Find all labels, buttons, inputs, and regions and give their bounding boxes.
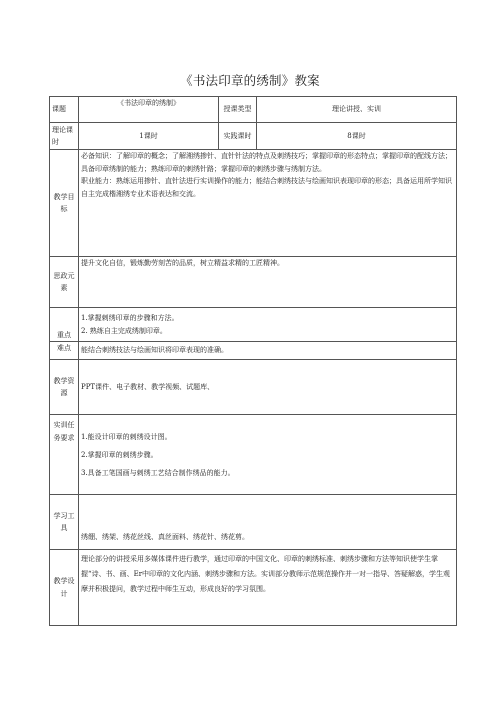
row-key-points xyxy=(50,308,457,342)
row-resources xyxy=(50,360,457,415)
key-point-item: 2. 熟练自主完成绣制印章。 xyxy=(81,326,167,335)
course-name: 《书法印章的绣制》 xyxy=(79,97,219,123)
resources-value: PPT课件、电子教材、教学视频、试题库、 xyxy=(79,360,457,415)
design-value: 理论部分的讲授采用多媒体课件进行教学，通过印章的中国文化、印章的刺绣标准、刺绣步骤和方法等知识使学生掌握“诗、书、画、Er中印章的文化内涵、刺绣步骤和方法。实训部分教师示范规范操作并一对一指导、答疑解惑，学生观摩并积极提问，教学过程中师生互动，形成良好的学习氛围。 xyxy=(79,550,457,626)
tools-value: 绣绷、绣架、绣花丝线、真丝面料、绣花针、绣花剪。 xyxy=(79,495,457,550)
task-item: 3.具备工笔国画与刺绣工艺结合制作绣品的能力。 xyxy=(81,468,235,477)
ideology-value: 提升文化自信，锻炼勤劳刻苦的品质，树立精益求精的工匠精神。 xyxy=(79,257,457,308)
key-points-content xyxy=(79,308,457,342)
row-course xyxy=(50,97,457,123)
objectives-label: 教学目标 xyxy=(50,150,79,257)
objectives-ability: 职业能力：熟练运用掺针、直针法进行实训操作的能力；能结合刺绣技法与绘画知识表现印章的形态；具备运用所学知识自主完成楷湘绣专业术语表达和交流。 xyxy=(81,177,452,198)
design-label: 教学设计 xyxy=(50,550,79,626)
task-item: 1.能设计印章的刺绣设计图。 xyxy=(81,432,172,441)
tools-label: 学习工具 xyxy=(50,495,79,550)
ideology-label: 思政元素 xyxy=(50,257,79,308)
row-tools xyxy=(50,495,457,550)
practice-hours-label: 实践课时 xyxy=(219,123,257,150)
objectives-knowledge: 必备知识：了解印章的概念；了解湘绣掺针、直针针法的特点及刺绣技巧；掌握印章的形态特点；掌握印章的配线方法；具备印章绣制的能力；熟练印章的刺绣针路；掌握印章的刺绣步骤与绣制方法。 xyxy=(81,152,452,173)
key-point-item: 1.掌握刺绣印章的步骤和方法。 xyxy=(81,314,179,322)
lesson-plan-table xyxy=(49,96,457,626)
course-label: 课题 xyxy=(50,97,79,123)
theory-hours-label: 理论课时 xyxy=(50,123,79,150)
document-title: 《书法印章的绣制》教案 xyxy=(180,73,320,88)
tasks-content xyxy=(79,415,457,495)
key-points-label: 重点 xyxy=(50,308,79,342)
row-tasks xyxy=(50,415,457,495)
row-hours xyxy=(50,123,457,150)
row-ideology xyxy=(50,257,457,308)
difficulty-value: 能结合刺绣技法与绘画知识将印章表现的准确。 xyxy=(79,342,457,360)
difficulty-label: 难点 xyxy=(50,342,79,360)
row-design xyxy=(50,550,457,626)
practice-hours-value: 8课时 xyxy=(257,123,457,150)
tasks-label: 实训任务要求 xyxy=(50,415,79,495)
theory-hours-value: 1课时 xyxy=(79,123,219,150)
task-item: 2.掌握印章的刺绣步骤。 xyxy=(81,450,158,459)
resources-label: 教学资源 xyxy=(50,360,79,415)
row-objectives xyxy=(50,150,457,257)
objectives-content xyxy=(79,150,457,257)
teach-type-value: 理论讲授、实训 xyxy=(257,97,457,123)
teach-type-label: 授课类型 xyxy=(219,97,257,123)
row-difficulty xyxy=(50,342,457,360)
